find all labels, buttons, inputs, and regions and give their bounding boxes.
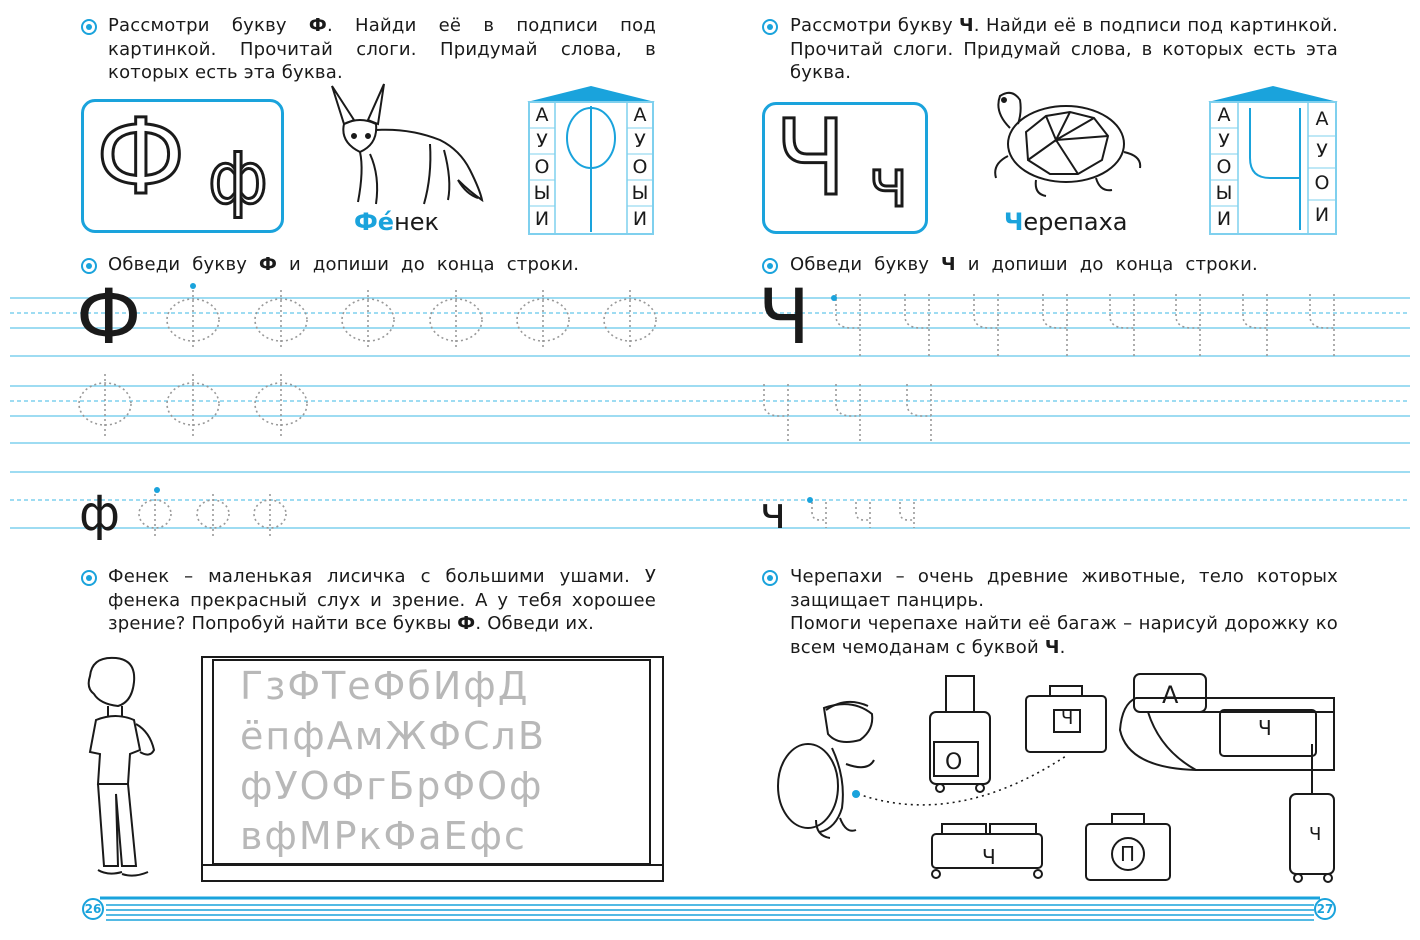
board-row: ГзФТеФбИфД [240,664,530,708]
task3-instruction: Фенек – маленькая лисичка с большими ушами. У фенека прекрасный слух и зрение. А у тебя хорошее зрение? Попробуй найти все буквы Ф. Обведи их. [108,566,656,634]
handwriting-lines [0,280,1420,540]
fennec-illustration [320,80,490,210]
sample-lower-letter: ф [79,486,121,542]
syllable-tower: А У О Ы И А У О И [1208,86,1338,236]
suitcase-label: Ч [1061,708,1074,729]
task3-line2: Помоги черепахе найти её багаж – нарисуй дорожку ко всем чемоданам с буквой Ч. [790,613,1338,658]
letter-card-upper: Ф [96,96,186,218]
board-row: ёпфАмЖФСлВ [240,714,546,758]
suitcase-label: А [1162,681,1179,709]
letter-card [81,96,284,233]
page-number-right: 27 [1314,898,1336,920]
fennec-caption: Фе́нек [354,208,440,236]
suitcase-label: Ч [1309,824,1322,845]
task1-instruction: Рассмотри букву Ч. Найди её в подписи под картинкой. Прочитай слоги. Придумай слова, в которых есть эта буква. [790,15,1338,83]
board-row: вфМРкФаЕфс [240,814,527,858]
page-number-left: 26 [82,898,104,920]
task1-instruction: Рассмотри букву Ф. Найди её в подписи под картинкой. Прочитай слоги. Придумай слова, в которых есть эта буква. [108,15,656,83]
luggage-scene [776,668,1336,890]
task3-line1: Черепахи – очень древние животные, тело которых защищает панцирь. [790,566,1338,611]
turtle-illustration [986,82,1146,202]
letter-card-lower: ч [869,145,908,222]
sample-upper-letter: Ч [758,272,811,361]
boy-illustration [78,654,168,884]
sample-lower-letter: ч [760,488,786,539]
task-bullet [81,19,97,35]
letter-card-lower: ф [208,138,268,220]
letter-card [762,97,928,234]
suitcase-label: Ч [1258,716,1272,740]
sample-upper-letter: Ф [76,272,142,361]
task2-instruction: Обведи букву Ф и допиши до конца строки. [108,254,580,275]
task3-instruction [790,565,1338,659]
task-bullet [762,570,778,586]
board-row: фУОФгБрФОф [240,764,544,808]
suitcase-label: П [1120,842,1136,866]
syllable-tower: А У О Ы И А У О Ы И [527,86,655,236]
footer-stripes [0,895,1420,925]
task2-instruction: Обведи букву Ч и допиши до конца строки. [790,254,1258,275]
turtle-caption: Черепаха [1004,208,1128,236]
task-bullet [81,570,97,586]
suitcase-label: О [945,750,963,775]
suitcase-label: Ч [982,845,996,869]
task-bullet [762,19,778,35]
letter-card-upper: Ч [775,97,847,219]
